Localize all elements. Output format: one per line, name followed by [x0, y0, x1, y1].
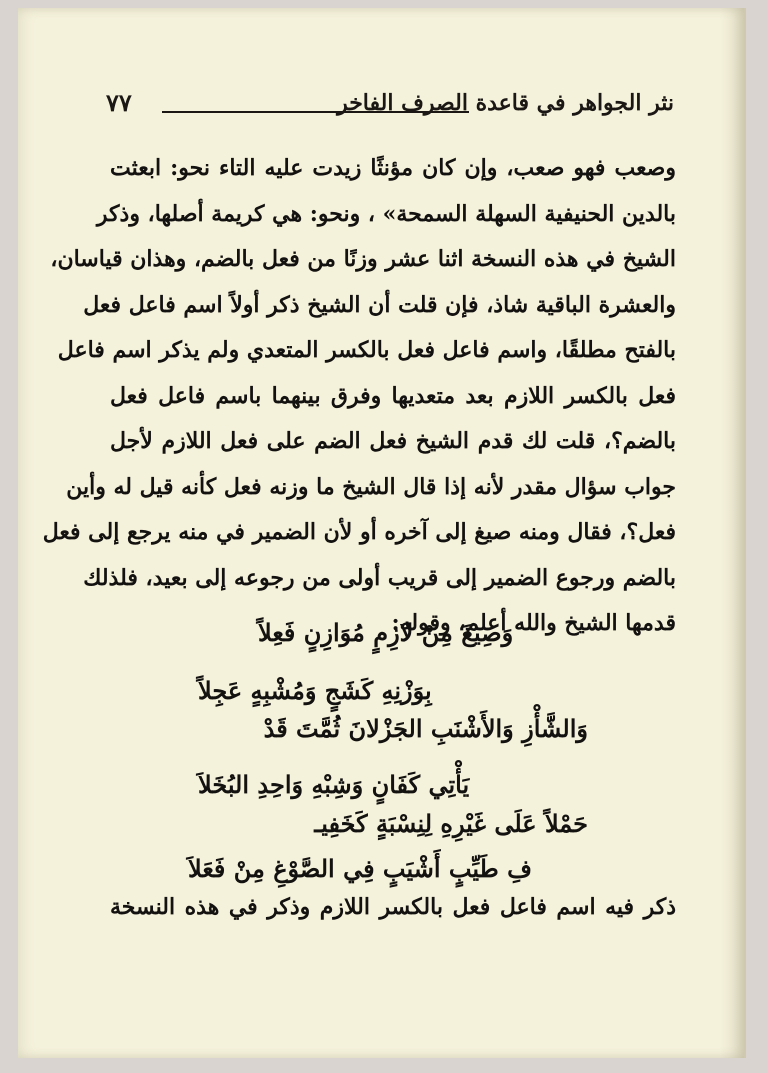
closing-text-line: ذكر فيه اسم فاعل فعل بالكسر اللازم وذكر في هذه النسخة — [110, 894, 676, 920]
page-edge-shadow — [720, 8, 744, 1058]
text-line: بالضم؟، قلت لك قدم الشيخ فعل الضم على فعل اللازم لأجل — [110, 428, 676, 454]
header-rule — [162, 111, 469, 113]
page-number: ٧٧ — [106, 88, 132, 117]
running-header — [106, 90, 674, 126]
text-line: بالضم ورجوع الضمير إلى قريب أولى من رجوعه إلى بعيد، فلذلك — [83, 564, 676, 591]
text-line: والعشرة الباقية شاذ، فإن قلت أن الشيخ ذكر أولاً اسم فاعل فعل — [83, 291, 676, 318]
body-paragraph — [42, 146, 676, 647]
text-line: وصعب فهو صعب، وإن كان مؤنثًا زيدت عليه التاء نحو: ابعثت — [110, 155, 676, 181]
text-line: فعل؟، فقال ومنه صيغ إلى آخره أو لأن الضمير في منه يرجع إلى فعل — [42, 519, 676, 545]
text-line: الشيخ في هذه النسخة اثنا عشر وزنًا من فعل بالضم، وهذان قياسان، — [50, 246, 676, 272]
text-line: جواب سؤال مقدر لأنه إذا قال الشيخ ما وزنه فعل كأنه قيل له وأين — [66, 473, 676, 500]
text-line: بالفتح مطلقًا، واسم فاعل فعل بالكسر المتعدي ولم يذكر اسم فاعل — [57, 337, 676, 363]
verse-line: فِ طَيِّبٍ أَشْيَبٍ فِي الصَّوْغِ مِنْ فَعَلاَ — [188, 854, 532, 883]
verse-line: يَأْتِي كَفَانٍ وَشِبْهِ وَاحِدِ البُخَلاَ — [198, 770, 470, 799]
text-line: بالدين الحنيفية السهلة السمحة» ، ونحو: هي كريمة أصلها، وذكر — [96, 200, 676, 227]
book-page — [18, 8, 746, 1058]
verse-line: وَصِيغَ مِنْ لازِمٍ مُوَازِنٍ فَعِلاً — [258, 618, 514, 647]
text-line: فعل بالكسر اللازم بعد متعديها وفرق بينهما باسم فاعل فعل — [110, 382, 676, 409]
header-title: نثر الجواهر في قاعدة الصرف الفاخر — [337, 90, 674, 116]
verse-line: حَمْلاً عَلَى غَيْرِهِ لِنِسْبَةٍ كَخَفِيـ — [314, 809, 588, 838]
verse-line: بِوَزْنِهِ كَشَجٍ وَمُشْبِهٍ عَجِلاً — [198, 676, 432, 705]
verse-line: وَالشَّأْزِ وَالأَشْنَبِ الجَزْلانَ ثُمَّتَ قَدْ — [263, 714, 588, 743]
text-line: قدمها الشيخ والله أعلم، وقوله: — [391, 610, 676, 636]
